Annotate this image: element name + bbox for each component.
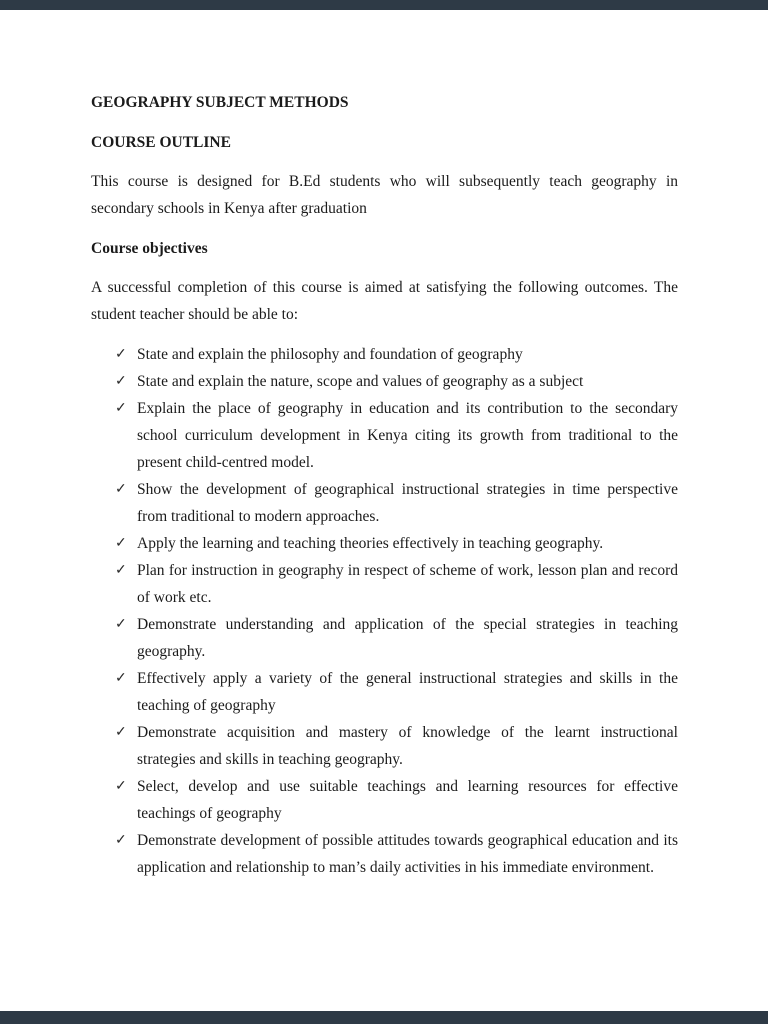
checkmark-icon: ✓ xyxy=(115,481,127,497)
checkmark-icon: ✓ xyxy=(115,400,127,416)
objective-text: State and explain the nature, scope and values of geography as a subject xyxy=(137,372,584,390)
checkmark-icon: ✓ xyxy=(115,373,127,389)
checkmark-icon: ✓ xyxy=(115,616,127,632)
objective-item xyxy=(91,611,678,665)
objective-item xyxy=(91,476,678,530)
objective-item xyxy=(91,341,678,368)
objective-text: Show the development of geographical instructional strategies in time perspective from traditional to modern approaches. xyxy=(137,480,678,525)
objective-item xyxy=(91,827,678,881)
checkmark-icon: ✓ xyxy=(115,670,127,686)
checkmark-icon: ✓ xyxy=(115,778,127,794)
objective-text: Demonstrate development of possible attitudes towards geographical education and its application and relationship to man’s daily activities in his immediate environment. xyxy=(137,831,678,876)
objective-text: Apply the learning and teaching theories effectively in teaching geography. xyxy=(137,534,604,552)
viewer-bottom-bar xyxy=(0,1011,768,1024)
objective-text: Effectively apply a variety of the general instructional strategies and skills in the teaching of geography xyxy=(137,669,678,714)
objective-item xyxy=(91,719,678,773)
objective-item xyxy=(91,395,678,476)
objective-text: Demonstrate understanding and application of the special strategies in teaching geography. xyxy=(137,615,678,660)
document-page xyxy=(91,89,678,881)
objectives-list xyxy=(91,341,678,881)
checkmark-icon: ✓ xyxy=(115,346,127,362)
objective-item xyxy=(91,665,678,719)
objective-text: Select, develop and use suitable teachings and learning resources for effective teachings of geography xyxy=(137,777,678,822)
objective-item xyxy=(91,557,678,611)
objectives-heading: Course objectives xyxy=(91,239,208,257)
objective-item xyxy=(91,773,678,827)
checkmark-icon: ✓ xyxy=(115,535,127,551)
document-title: GEOGRAPHY SUBJECT METHODS xyxy=(91,94,349,111)
objective-text: Explain the place of geography in education and its contribution to the secondary school curriculum development in Kenya citing its growth from traditional to the present child-centred model. xyxy=(137,399,678,471)
checkmark-icon: ✓ xyxy=(115,832,127,848)
objective-item xyxy=(91,368,678,395)
checkmark-icon: ✓ xyxy=(115,562,127,578)
objective-text: State and explain the philosophy and foundation of geography xyxy=(137,345,523,363)
document-subtitle: COURSE OUTLINE xyxy=(91,133,231,151)
intro-paragraph: This course is designed for B.Ed students who will subsequently teach geography in secondary schools in Kenya after graduation xyxy=(91,173,678,217)
objective-text: Plan for instruction in geography in respect of scheme of work, lesson plan and record of work etc. xyxy=(137,561,678,606)
objectives-intro-paragraph: A successful completion of this course is aimed at satisfying the following outcomes. The student teacher should be able to: xyxy=(91,279,678,323)
objective-text: Demonstrate acquisition and mastery of knowledge of the learnt instructional strategies and skills in teaching geography. xyxy=(137,723,678,768)
objective-item xyxy=(91,530,678,557)
viewer-top-bar xyxy=(0,0,768,10)
checkmark-icon: ✓ xyxy=(115,724,127,740)
